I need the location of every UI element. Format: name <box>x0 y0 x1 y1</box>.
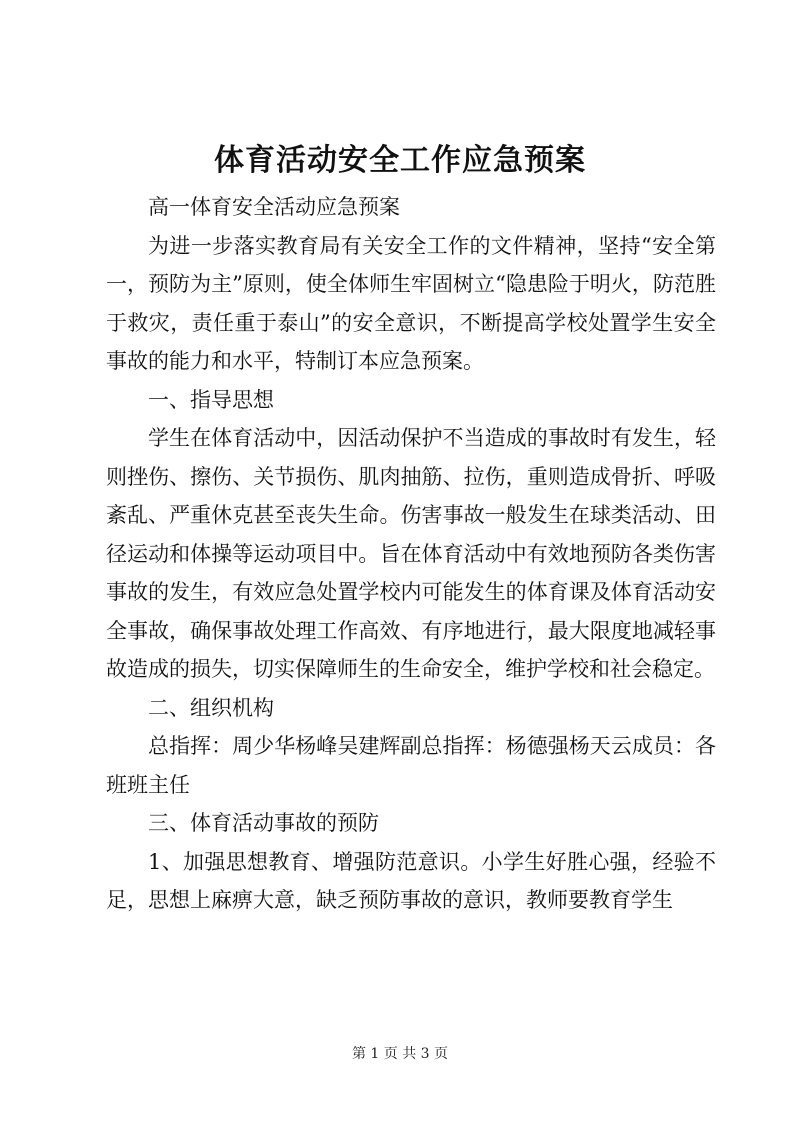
prevention-paragraph: 1、加强思想教育、增强防范意识。小学生好胜心强，经验不足，思想上麻痹大意，缺乏预防事故的意识，教师要教育学生 <box>106 849 716 912</box>
document-body <box>106 188 716 920</box>
section-heading-guiding-thought: 一、指导思想 <box>148 387 274 412</box>
guiding-thought-paragraph: 学生在体育活动中，因活动保护不当造成的事故时有发生，轻则挫伤、擦伤、关节损伤、肌肉抽筋、拉伤，重则造成骨折、呼吸紊乱、严重休克甚至丧失生命。伤害事故一般发生在球类活动、田径运动和体操等运动项目中。旨在体育活动中有效地预防各类伤害事故的发生，有效应急处置学校内可能发生的体育课及体育活动安全事故，确保事故处理工作高效、有序地进行，最大限度地减轻事故造成的损失，切实保障师生的生命安全，维护学校和社会稳定。 <box>106 426 716 681</box>
document-title: 体育活动安全工作应急预案 <box>214 143 586 178</box>
page-number-footer: 第 1 页 共 3 页 <box>351 1046 449 1062</box>
section-heading-organization: 二、组织机构 <box>148 695 274 720</box>
subtitle-paragraph: 高一体育安全活动应急预案 <box>148 195 400 219</box>
organization-paragraph: 总指挥：周少华杨峰吴建辉副总指挥：杨德强杨天云成员：各班班主任 <box>106 734 716 797</box>
intro-paragraph: 为进一步落实教育局有关安全工作的文件精神，坚持“安全第一，预防为主”原则，使全体师生牢固树立“隐患险于明火，防范胜于救灾，责任重于泰山”的安全意识，不断提高学校处置学生安全事故的能力和水平，特制订本应急预案。 <box>106 233 716 373</box>
section-heading-prevention: 三、体育活动事故的预防 <box>148 811 379 835</box>
